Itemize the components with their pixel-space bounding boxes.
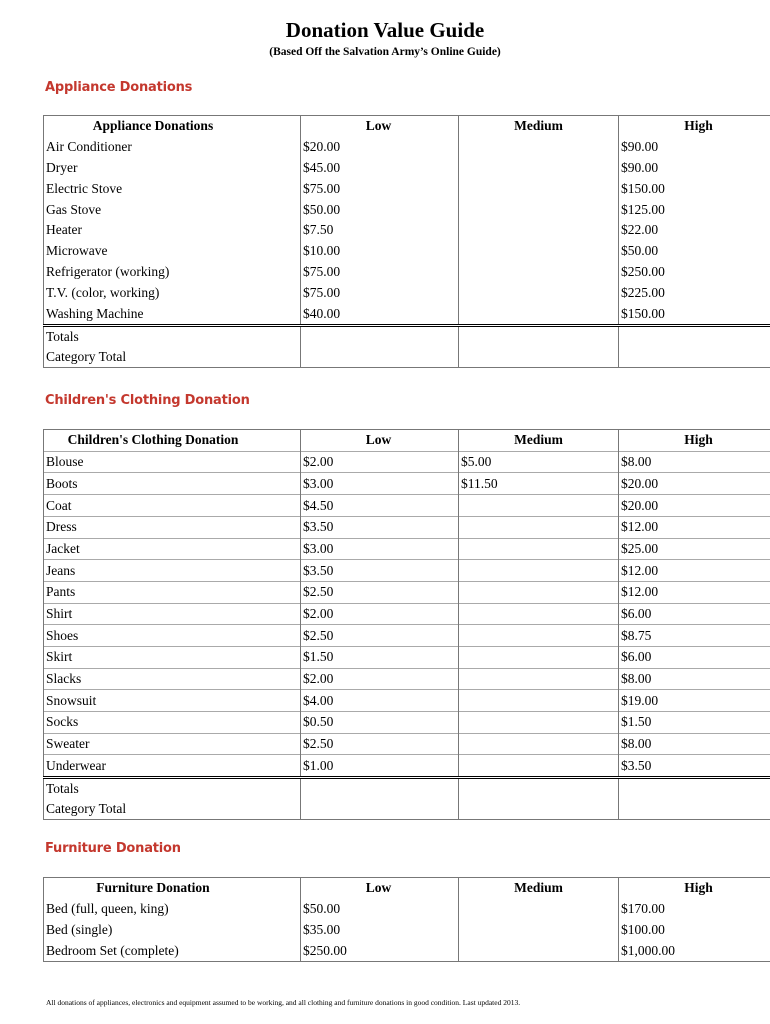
column-header: Medium <box>459 878 619 899</box>
column-header: High <box>619 116 770 137</box>
item-name-cell: Shirt <box>44 603 301 625</box>
value-cell <box>459 241 619 262</box>
section-heading-children-s-clothing-donation: Children's Clothing Donation <box>45 393 250 408</box>
item-name-cell: Gas Stove <box>44 199 301 220</box>
item-name-cell: Skirt <box>44 646 301 668</box>
table-appliance-donations <box>43 115 770 368</box>
value-cell: $3.00 <box>301 538 459 560</box>
value-cell <box>459 516 619 538</box>
value-cell: $0.50 <box>301 712 459 734</box>
footer-note: All donations of appliances, electronics and equipment assumed to be working, and all clothing and furniture donations in good condition. Last updated 2013. <box>46 998 521 1007</box>
table-row <box>44 451 770 473</box>
total-value-cell[interactable] <box>619 325 770 347</box>
table-row <box>44 940 770 961</box>
value-cell: $1,000.00 <box>619 940 770 961</box>
value-cell: $100.00 <box>619 920 770 941</box>
value-cell <box>459 137 619 158</box>
totals-label: Totals <box>44 325 301 347</box>
value-cell: $225.00 <box>619 282 770 303</box>
value-cell <box>459 940 619 961</box>
table-row <box>44 690 770 712</box>
value-cell <box>459 733 619 755</box>
value-cell <box>459 178 619 199</box>
value-cell: $50.00 <box>301 899 459 920</box>
value-cell: $5.00 <box>459 451 619 473</box>
value-cell <box>459 755 619 778</box>
value-cell: $8.75 <box>619 625 770 647</box>
table-row <box>44 220 770 241</box>
item-name-cell: Snowsuit <box>44 690 301 712</box>
totals-label: Totals <box>44 778 301 800</box>
total-value-cell[interactable] <box>619 778 770 800</box>
value-cell <box>459 646 619 668</box>
value-cell <box>459 538 619 560</box>
table-row <box>44 920 770 941</box>
total-value-cell[interactable] <box>459 325 619 347</box>
value-cell <box>459 220 619 241</box>
value-cell: $2.50 <box>301 733 459 755</box>
totals-row <box>44 325 770 347</box>
table-row <box>44 262 770 283</box>
value-cell: $150.00 <box>619 178 770 199</box>
table-children-s-clothing-donation <box>43 429 770 820</box>
section-heading-appliance-donations: Appliance Donations <box>45 80 193 95</box>
total-value-cell[interactable] <box>459 347 619 368</box>
item-name-cell: Bed (single) <box>44 920 301 941</box>
page-title: Donation Value Guide <box>285 18 485 42</box>
table-row <box>44 899 770 920</box>
value-cell: $3.50 <box>619 755 770 778</box>
value-cell <box>459 920 619 941</box>
value-cell <box>459 668 619 690</box>
value-cell: $8.00 <box>619 451 770 473</box>
item-name-cell: Dryer <box>44 158 301 179</box>
value-cell: $2.50 <box>301 625 459 647</box>
value-cell: $7.50 <box>301 220 459 241</box>
item-name-cell: Boots <box>44 473 301 495</box>
value-cell: $250.00 <box>301 940 459 961</box>
table-row <box>44 755 770 778</box>
value-cell: $40.00 <box>301 303 459 325</box>
table-row <box>44 199 770 220</box>
column-header: High <box>619 878 770 899</box>
column-header: Low <box>301 116 459 137</box>
value-cell <box>459 282 619 303</box>
value-cell: $45.00 <box>301 158 459 179</box>
total-value-cell[interactable] <box>301 799 459 820</box>
value-cell <box>459 560 619 582</box>
value-cell <box>459 899 619 920</box>
value-cell <box>459 712 619 734</box>
table-row <box>44 241 770 262</box>
table-row <box>44 625 770 647</box>
table-row <box>44 712 770 734</box>
value-cell: $22.00 <box>619 220 770 241</box>
item-name-cell: Bed (full, queen, king) <box>44 899 301 920</box>
item-name-cell: Sweater <box>44 733 301 755</box>
table-header-row <box>44 430 770 452</box>
table-row <box>44 178 770 199</box>
value-cell: $6.00 <box>619 646 770 668</box>
value-cell: $11.50 <box>459 473 619 495</box>
item-name-cell: Jacket <box>44 538 301 560</box>
value-cell <box>459 690 619 712</box>
value-cell: $10.00 <box>301 241 459 262</box>
item-name-cell: Blouse <box>44 451 301 473</box>
value-cell: $1.50 <box>301 646 459 668</box>
table-row <box>44 646 770 668</box>
section-heading-furniture-donation: Furniture Donation <box>45 841 181 856</box>
table-furniture-donation <box>43 877 770 962</box>
total-value-cell[interactable] <box>619 347 770 368</box>
column-header: Furniture Donation <box>44 878 301 899</box>
value-cell: $12.00 <box>619 560 770 582</box>
value-cell: $25.00 <box>619 538 770 560</box>
value-cell: $75.00 <box>301 178 459 199</box>
total-value-cell[interactable] <box>301 778 459 800</box>
item-name-cell: Air Conditioner <box>44 137 301 158</box>
item-name-cell: Washing Machine <box>44 303 301 325</box>
item-name-cell: Underwear <box>44 755 301 778</box>
table-header-row <box>44 116 770 137</box>
item-name-cell: Electric Stove <box>44 178 301 199</box>
item-name-cell: Refrigerator (working) <box>44 262 301 283</box>
table-row <box>44 516 770 538</box>
table-header-row <box>44 878 770 899</box>
value-cell: $19.00 <box>619 690 770 712</box>
value-cell: $2.00 <box>301 668 459 690</box>
table-row <box>44 158 770 179</box>
value-cell: $4.00 <box>301 690 459 712</box>
item-name-cell: Bedroom Set (complete) <box>44 940 301 961</box>
total-value-cell[interactable] <box>459 799 619 820</box>
value-cell: $1.50 <box>619 712 770 734</box>
value-cell: $8.00 <box>619 733 770 755</box>
value-cell <box>459 303 619 325</box>
value-cell <box>459 199 619 220</box>
value-cell: $90.00 <box>619 137 770 158</box>
totals-row <box>44 778 770 800</box>
table-row <box>44 581 770 603</box>
value-cell: $35.00 <box>301 920 459 941</box>
total-value-cell[interactable] <box>619 799 770 820</box>
value-cell: $8.00 <box>619 668 770 690</box>
table-row <box>44 560 770 582</box>
value-cell: $2.00 <box>301 451 459 473</box>
value-cell: $12.00 <box>619 581 770 603</box>
category-total-row <box>44 347 770 368</box>
value-cell: $150.00 <box>619 303 770 325</box>
value-cell <box>459 158 619 179</box>
value-cell: $125.00 <box>619 199 770 220</box>
value-cell: $20.00 <box>619 473 770 495</box>
column-header: Medium <box>459 430 619 452</box>
value-cell <box>459 581 619 603</box>
item-name-cell: Microwave <box>44 241 301 262</box>
total-value-cell[interactable] <box>459 778 619 800</box>
item-name-cell: Pants <box>44 581 301 603</box>
value-cell: $90.00 <box>619 158 770 179</box>
totals-label: Category Total <box>44 799 301 820</box>
value-cell: $2.00 <box>301 603 459 625</box>
column-header: Low <box>301 878 459 899</box>
value-cell: $3.50 <box>301 516 459 538</box>
item-name-cell: T.V. (color, working) <box>44 282 301 303</box>
item-name-cell: Heater <box>44 220 301 241</box>
table-row <box>44 303 770 325</box>
column-header: Low <box>301 430 459 452</box>
category-total-row <box>44 799 770 820</box>
table-row <box>44 668 770 690</box>
value-cell: $170.00 <box>619 899 770 920</box>
item-name-cell: Dress <box>44 516 301 538</box>
value-cell: $3.50 <box>301 560 459 582</box>
value-cell: $6.00 <box>619 603 770 625</box>
value-cell: $12.00 <box>619 516 770 538</box>
total-value-cell[interactable] <box>301 325 459 347</box>
value-cell <box>459 495 619 517</box>
column-header: High <box>619 430 770 452</box>
value-cell: $75.00 <box>301 282 459 303</box>
total-value-cell[interactable] <box>301 347 459 368</box>
table-row <box>44 473 770 495</box>
value-cell: $4.50 <box>301 495 459 517</box>
table-row <box>44 495 770 517</box>
value-cell: $50.00 <box>301 199 459 220</box>
value-cell: $1.00 <box>301 755 459 778</box>
value-cell: $50.00 <box>619 241 770 262</box>
table-row <box>44 733 770 755</box>
value-cell: $75.00 <box>301 262 459 283</box>
value-cell: $20.00 <box>619 495 770 517</box>
item-name-cell: Socks <box>44 712 301 734</box>
column-header: Appliance Donations <box>44 116 301 137</box>
value-cell: $250.00 <box>619 262 770 283</box>
item-name-cell: Jeans <box>44 560 301 582</box>
value-cell: $20.00 <box>301 137 459 158</box>
value-cell <box>459 625 619 647</box>
value-cell: $3.00 <box>301 473 459 495</box>
value-cell: $2.50 <box>301 581 459 603</box>
table-row <box>44 137 770 158</box>
item-name-cell: Coat <box>44 495 301 517</box>
column-header: Children's Clothing Donation <box>44 430 301 452</box>
item-name-cell: Slacks <box>44 668 301 690</box>
page-subtitle: (Based Off the Salvation Army’s Online Guide) <box>269 46 501 58</box>
table-row <box>44 603 770 625</box>
totals-label: Category Total <box>44 347 301 368</box>
table-row <box>44 282 770 303</box>
item-name-cell: Shoes <box>44 625 301 647</box>
value-cell <box>459 603 619 625</box>
table-row <box>44 538 770 560</box>
column-header: Medium <box>459 116 619 137</box>
value-cell <box>459 262 619 283</box>
